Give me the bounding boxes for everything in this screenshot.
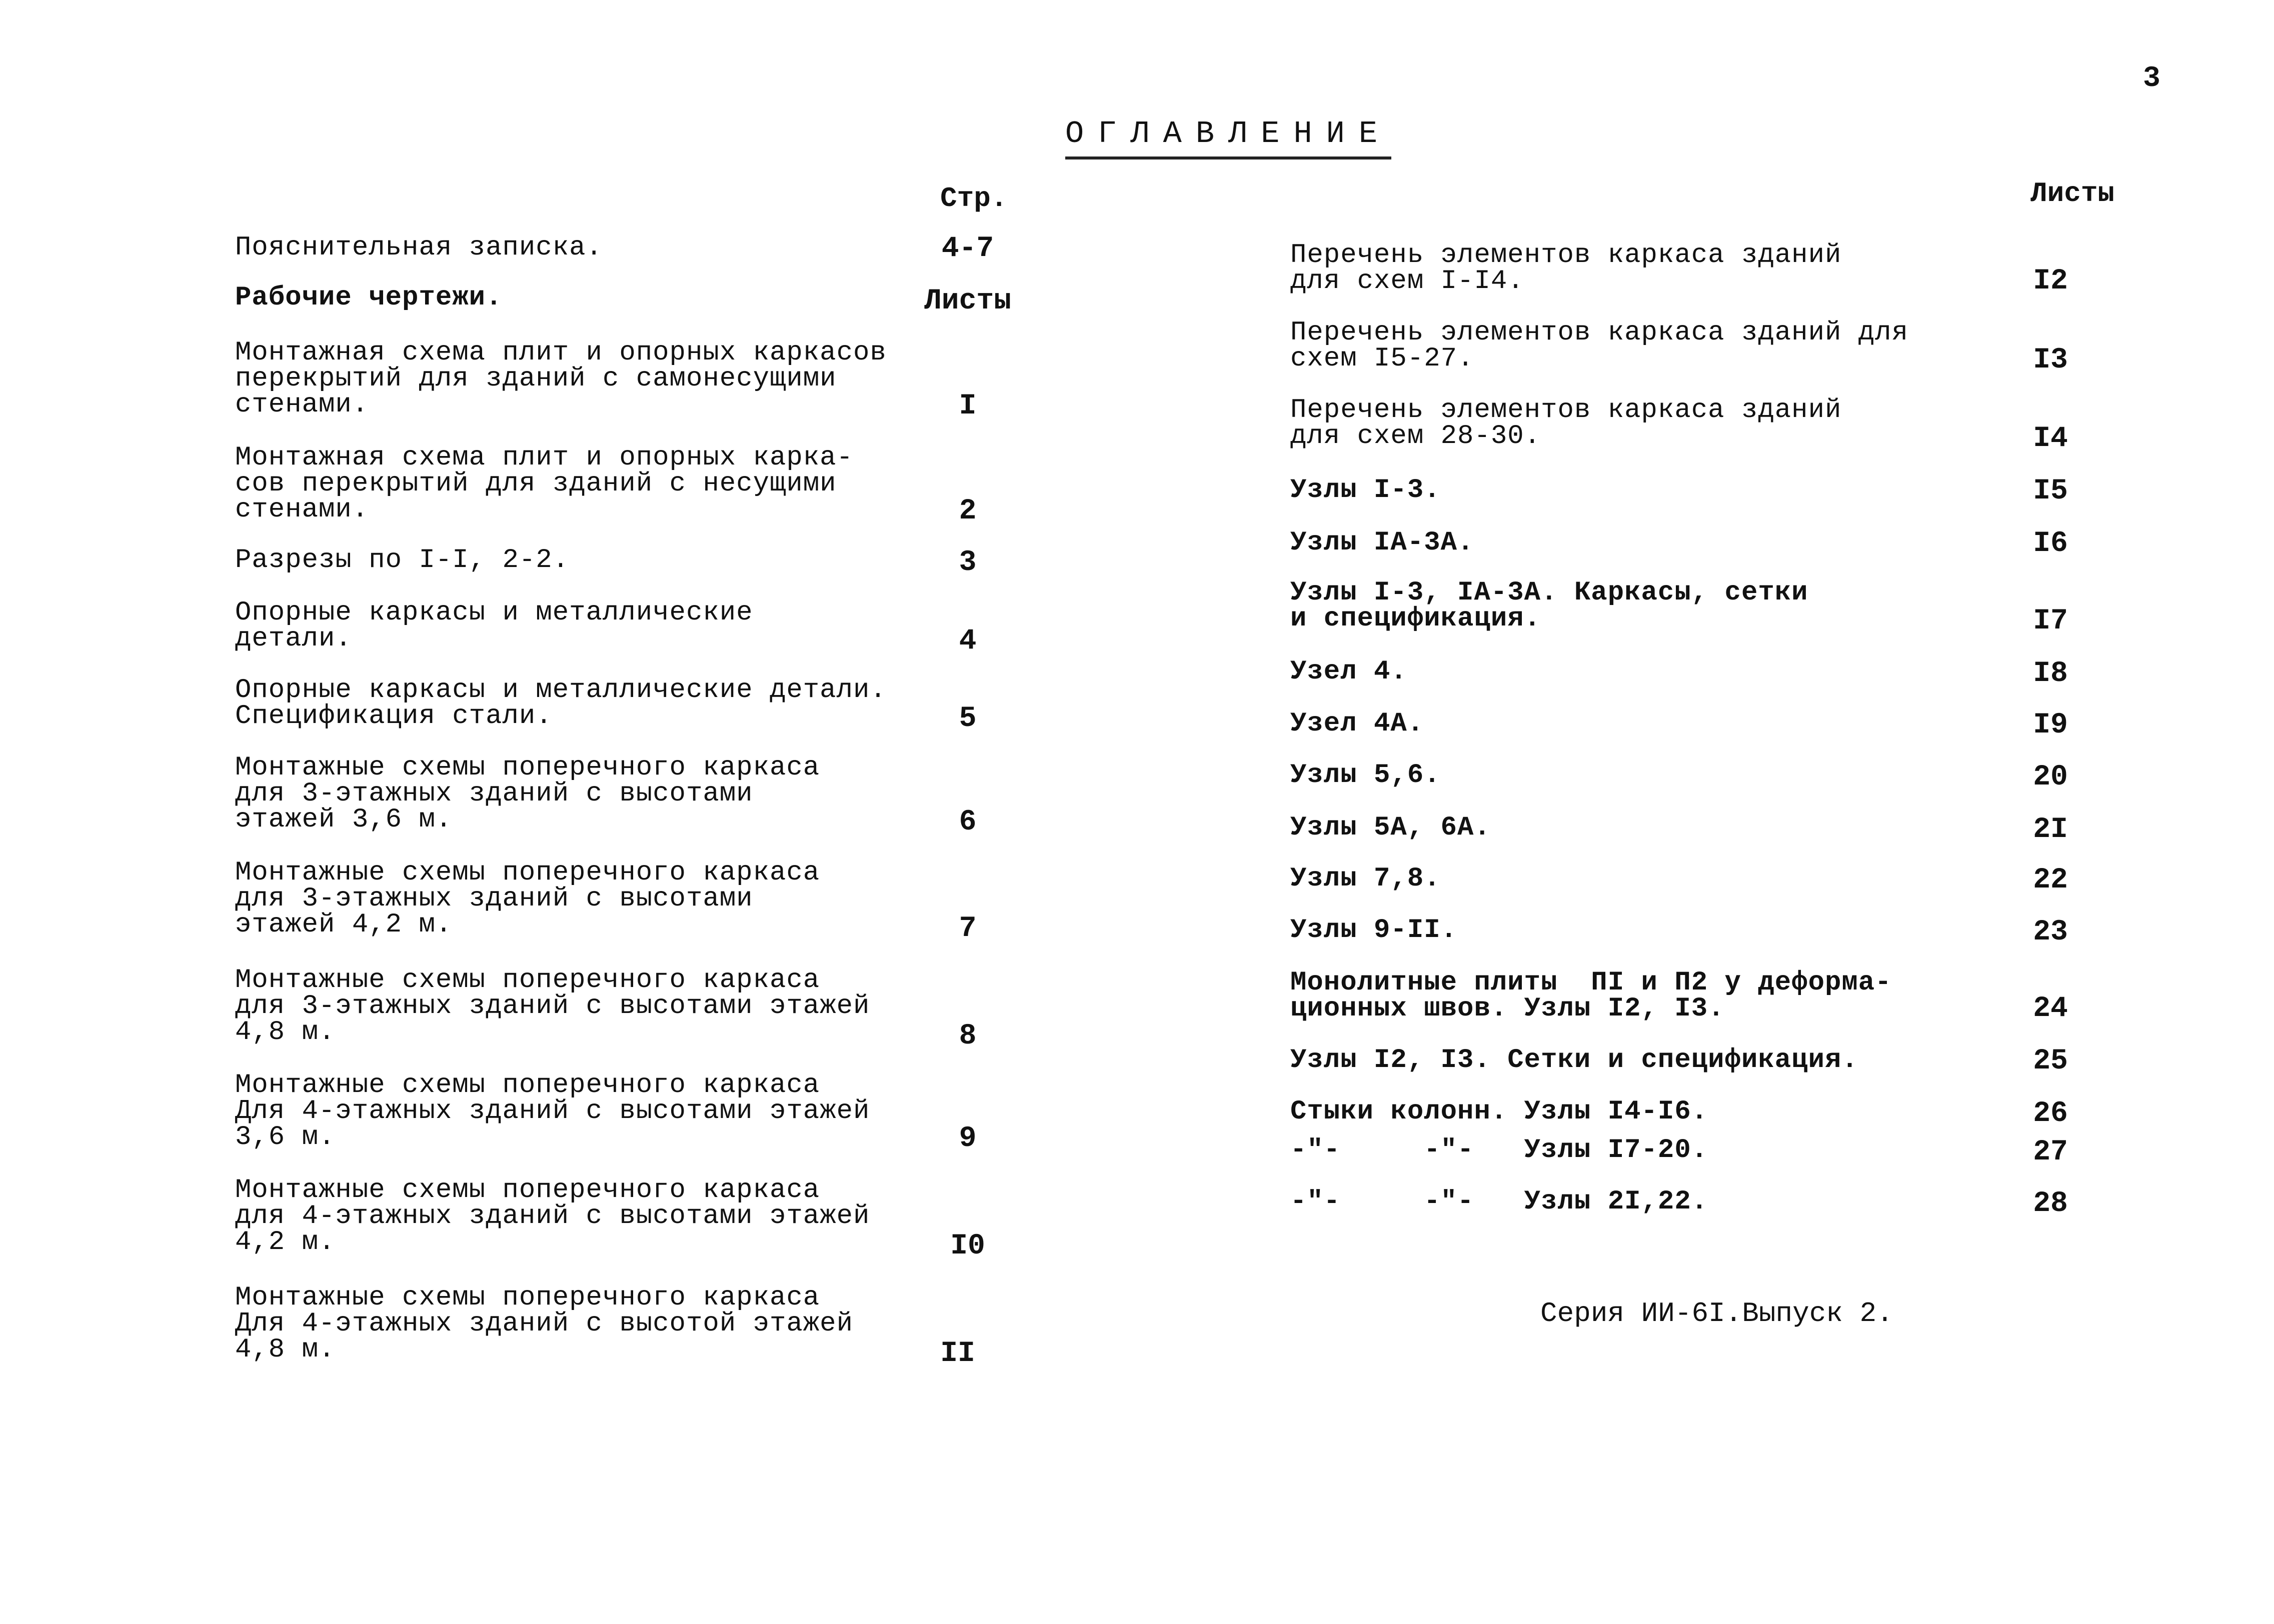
right-column-header: Листы — [2030, 178, 2115, 210]
series-label: Серия ИИ-6I.Выпуск 2. — [1540, 1298, 1893, 1330]
toc-entry-sheet: I6 — [2033, 528, 2068, 560]
toc-entry-text: Монтажные схемы поперечного каркаса для 3-этажных зданий с высотами этажей 4,2 м. — [235, 858, 820, 940]
toc-entry-text: Узлы 9-II. — [1290, 915, 1458, 946]
toc-entry-text: Перечень элементов каркаса зданий для схем I-I4. — [1290, 240, 1842, 296]
toc-entry-sheet: I4 — [2033, 422, 2068, 455]
toc-entry-page: 8 — [959, 1020, 977, 1052]
toc-entry-sheet: 26 — [2033, 1098, 2068, 1130]
toc-entry-page: 5 — [959, 702, 977, 735]
toc-entry-text: Опорные каркасы и металлические детали. — [235, 598, 753, 654]
toc-entry-text: Монтажные схемы поперечного каркаса Для 4-этажных зданий с высотой этажей 4,8 м. — [235, 1282, 853, 1365]
toc-entry-text: Узлы I-3, IA-3A. Каркасы, сетки и спецификация. — [1290, 578, 1808, 634]
toc-entry-page: 2 — [959, 495, 977, 528]
toc-entry-text: Монтажные схемы поперечного каркаса для 3-этажных зданий с высотами этажей 4,8 м. — [235, 965, 870, 1048]
toc-entry-text: Пояснительная записка. — [235, 232, 603, 263]
toc-entry-sheet: 23 — [2033, 916, 2068, 948]
toc-entry-text: Рабочие чертежи. — [235, 282, 503, 313]
toc-entry-text: Опорные каркасы и металлические детали. Спецификация стали. — [235, 675, 887, 732]
toc-entry-page: 6 — [959, 806, 977, 838]
toc-entry-sheet: 24 — [2033, 992, 2068, 1025]
toc-entry-page: II — [940, 1338, 975, 1370]
toc-entry-text: Перечень элементов каркаса зданий для схем 28-30. — [1290, 395, 1842, 452]
toc-entry-text: Разрезы по I-I, 2-2. — [235, 545, 570, 576]
toc-entry-page: 9 — [959, 1122, 977, 1155]
toc-entry-text: -"- -"- Узлы 2I,22. — [1290, 1186, 1708, 1217]
left-column-header: Стр. — [940, 182, 1008, 214]
toc-entry-text: Узел 4А. — [1290, 708, 1424, 739]
toc-entry-text: Перечень элементов каркаса зданий для схем I5-27. — [1290, 318, 1908, 374]
toc-entry-page: 4-7 — [941, 232, 994, 265]
toc-entry-text: -"- -"- Узлы I7-20. — [1290, 1135, 1708, 1166]
toc-entry-text: Монтажные схемы поперечного каркаса для 4-этажных зданий с высотами этажей 4,2 м. — [235, 1175, 870, 1258]
toc-entry-text: Монтажные схемы поперечного каркаса для 3-этажных зданий с высотами этажей 3,6 м. — [235, 752, 820, 835]
toc-entry-text: Узел 4. — [1290, 656, 1407, 687]
toc-entry-sheet: 20 — [2033, 761, 2068, 794]
toc-entry-sheet: 25 — [2033, 1045, 2068, 1078]
toc-entry-sheet: 28 — [2033, 1188, 2068, 1220]
toc-entry-text: Узлы I2, I3. Сетки и спецификация. — [1290, 1045, 1858, 1076]
toc-entry-sheet: 22 — [2033, 864, 2068, 896]
toc-entry-text: Узлы I-3. — [1290, 475, 1441, 506]
toc-entry-text: Узлы 5,6. — [1290, 760, 1441, 790]
toc-entry-text: Монтажная схема плит и опорных карка- сов перекрытий для зданий с несущими стенами. — [235, 442, 853, 525]
toc-entry-sheet: I7 — [2033, 605, 2068, 638]
toc-entry-page: 4 — [959, 625, 977, 658]
toc-entry-page: Листы — [924, 285, 1012, 318]
toc-entry-text: Узлы 5А, 6А. — [1290, 812, 1491, 843]
toc-entry-sheet: 2I — [2033, 814, 2068, 846]
toc-entry-text: Монтажные схемы поперечного каркаса Для 4-этажных зданий с высотами этажей 3,6 м. — [235, 1070, 870, 1152]
page-title: ОГЛАВЛЕНИЕ — [1065, 116, 1391, 160]
toc-entry-sheet: I5 — [2033, 475, 2068, 508]
toc-entry-sheet: I9 — [2033, 709, 2068, 742]
toc-entry-text: Стыки колонн. Узлы I4-I6. — [1290, 1096, 1708, 1127]
toc-entry-text: Монтажная схема плит и опорных каркасов перекрытий для зданий с самонесущими стенами. — [235, 338, 887, 420]
toc-entry-page: 3 — [959, 546, 977, 579]
toc-entry-sheet: I3 — [2033, 344, 2068, 376]
toc-entry-text: Монолитные плиты ПI и П2 у деформа- ционных швов. Узлы I2, I3. — [1290, 968, 1892, 1024]
toc-entry-page: I0 — [950, 1230, 985, 1262]
toc-entry-sheet: I2 — [2033, 265, 2068, 298]
toc-entry-sheet: I8 — [2033, 658, 2068, 690]
toc-entry-text: Узлы 7,8. — [1290, 864, 1441, 894]
toc-entry-page: I — [959, 390, 977, 422]
toc-entry-text: Узлы IA-3A. — [1290, 528, 1474, 558]
toc-entry-sheet: 27 — [2033, 1136, 2068, 1168]
toc-entry-page: 7 — [959, 912, 977, 945]
page-number: 3 — [2143, 62, 2160, 95]
